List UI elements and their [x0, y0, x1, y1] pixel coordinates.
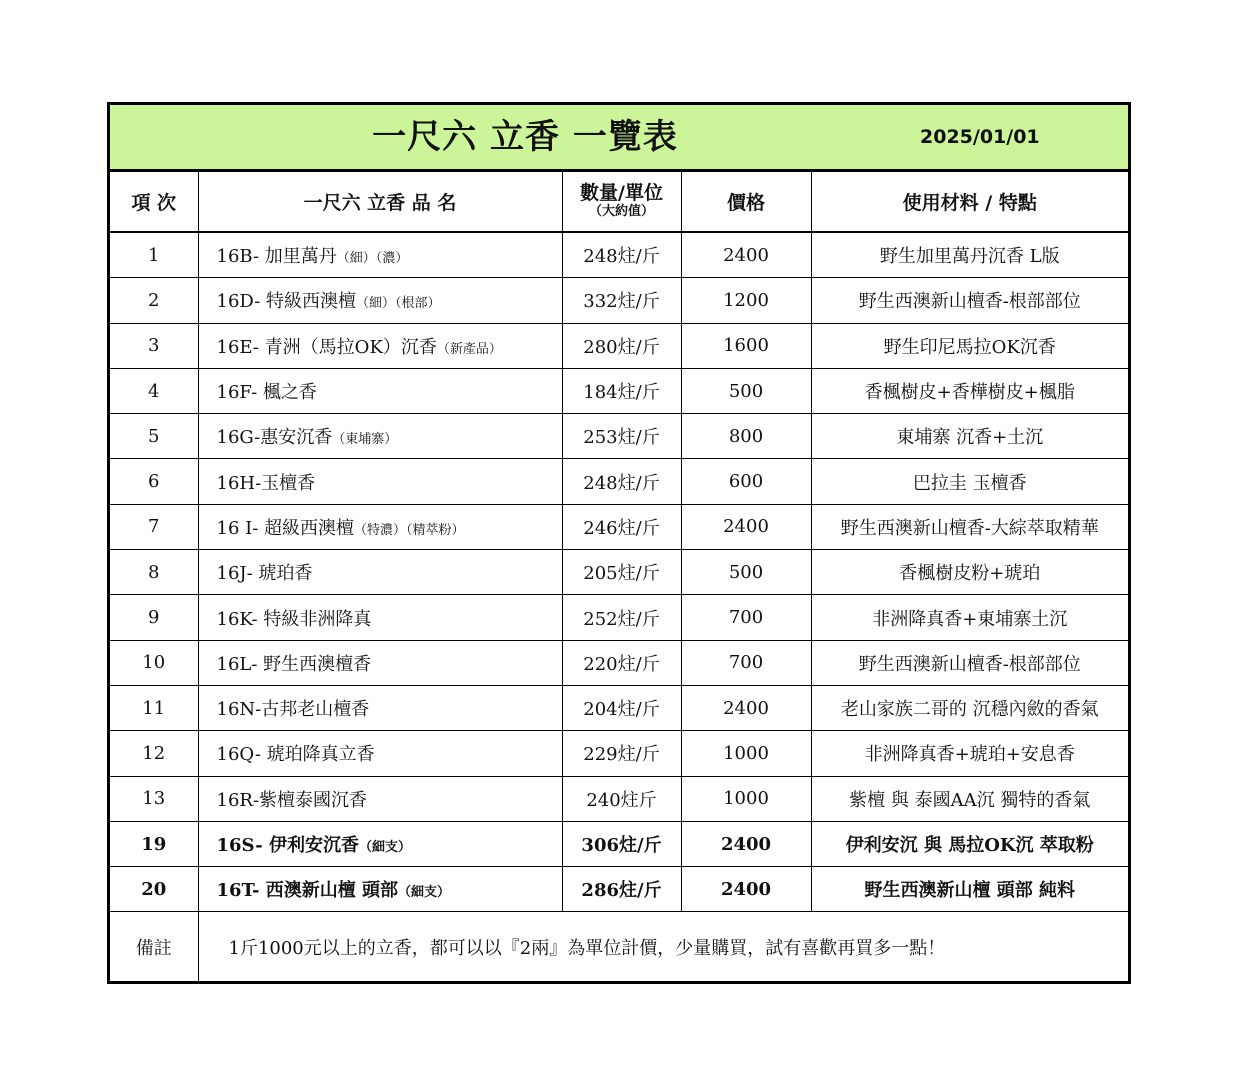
row-price [681, 414, 811, 459]
row-material [811, 414, 1128, 459]
row-name [198, 821, 562, 866]
header-qty-note: （大約值） [588, 203, 654, 219]
table-row [110, 232, 1128, 278]
row-qty-text: 184炷/斤 [583, 382, 660, 404]
row-material-text: 伊利安沉 與 馬拉OK沉 萃取粉 [845, 835, 1094, 856]
row-material [811, 368, 1128, 413]
row-index [110, 504, 198, 549]
row-price-text: 2400 [723, 697, 769, 719]
row-index-text: 5 [148, 425, 160, 447]
row-index [110, 459, 198, 504]
row-index [110, 414, 198, 459]
row-name-text: 16R-紫檀泰國沉香 [216, 789, 368, 811]
table-row [110, 821, 1128, 866]
row-qty [562, 232, 681, 278]
row-material-text: 野生西澳新山檀 頭部 純料 [864, 880, 1076, 902]
row-price [681, 685, 811, 730]
row-material [811, 640, 1128, 685]
row-qty [562, 504, 681, 549]
row-index-text: 9 [148, 607, 160, 629]
row-price-text: 2400 [720, 878, 772, 900]
row-index [110, 368, 198, 413]
table-row [110, 685, 1128, 730]
row-index-text: 6 [148, 471, 160, 493]
remark-text: 1斤1000元以上的立香，都可以以『2兩』為單位計價，少量購買，試有喜歡再買多一點！ [198, 912, 1128, 983]
row-price [681, 232, 811, 278]
table-row [110, 776, 1128, 821]
row-name [198, 414, 562, 459]
row-qty-text: 248炷/斤 [583, 246, 660, 268]
row-index [110, 640, 198, 685]
row-name-text: 16T- 西澳新山檀 頭部 [216, 880, 398, 902]
price-list-sheet [107, 102, 1131, 984]
row-qty [562, 278, 681, 323]
row-index-text: 4 [148, 380, 160, 402]
row-price-text: 1000 [723, 742, 769, 764]
row-name-text: 16F- 楓之香 [216, 382, 317, 404]
row-qty-text: 229炷/斤 [583, 744, 660, 766]
row-price-text: 1000 [723, 788, 769, 810]
row-index [110, 685, 198, 730]
row-material-text: 野生印尼馬拉OK沉香 [883, 336, 1056, 358]
row-index [110, 550, 198, 595]
row-qty-text: 252炷/斤 [583, 608, 660, 630]
row-name-text: 16G-惠安沉香 [216, 427, 333, 449]
row-qty [562, 821, 681, 866]
table-row [110, 278, 1128, 323]
row-price [681, 323, 811, 368]
row-name [198, 595, 562, 640]
row-name-text: 16J- 琥珀香 [216, 563, 313, 585]
row-material [811, 232, 1128, 278]
row-price [681, 640, 811, 685]
row-material-text: 野生西澳新山檀香-大綜萃取精華 [840, 517, 1099, 539]
row-qty [562, 731, 681, 776]
row-price [681, 504, 811, 549]
row-qty [562, 867, 681, 912]
row-qty [562, 640, 681, 685]
row-name-text: 16H-玉檀香 [216, 472, 316, 494]
row-qty [562, 459, 681, 504]
header-row [110, 172, 1128, 233]
row-price [681, 867, 811, 912]
header-index: 項 次 [110, 172, 198, 233]
row-index-text: 12 [142, 742, 166, 764]
row-price-text: 500 [728, 380, 764, 402]
row-qty-text: 286炷/斤 [581, 880, 662, 902]
row-index-text: 13 [142, 788, 166, 810]
row-qty-text: 280炷/斤 [583, 336, 660, 358]
row-index [110, 323, 198, 368]
row-price-text: 2400 [720, 833, 772, 855]
row-material [811, 278, 1128, 323]
row-price-text: 500 [728, 561, 764, 583]
row-name-note: （細支） [358, 840, 411, 855]
row-index-text: 11 [142, 697, 166, 719]
row-price [681, 776, 811, 821]
row-name [198, 459, 562, 504]
row-material [811, 595, 1128, 640]
row-qty [562, 550, 681, 595]
row-material [811, 685, 1128, 730]
row-material [811, 459, 1128, 504]
table-row [110, 414, 1128, 459]
row-material-text: 紫檀 與 泰國AA沉 獨特的香氣 [849, 789, 1091, 811]
price-table [110, 171, 1128, 982]
row-name-text: 16D- 特級西澳檀 [216, 291, 356, 313]
row-qty-text: 240炷斤 [586, 789, 657, 811]
row-qty-text: 246炷/斤 [583, 517, 660, 539]
table-row [110, 731, 1128, 776]
row-price [681, 821, 811, 866]
row-price-text: 700 [728, 652, 764, 674]
row-index-text: 1 [148, 244, 160, 266]
row-name [198, 232, 562, 278]
row-material [811, 821, 1128, 866]
row-price-text: 2400 [723, 244, 769, 266]
row-qty [562, 368, 681, 413]
row-price [681, 595, 811, 640]
row-index [110, 821, 198, 866]
row-name [198, 867, 562, 912]
row-material-text: 老山家族二哥的 沉穩內斂的香氣 [840, 699, 1099, 721]
row-name [198, 504, 562, 549]
row-qty-text: 205炷/斤 [583, 563, 660, 585]
row-name [198, 640, 562, 685]
row-name-text: 16N-古邦老山檀香 [216, 699, 370, 721]
row-qty-text: 253炷/斤 [583, 427, 660, 449]
row-index [110, 776, 198, 821]
row-index-text: 7 [148, 516, 160, 538]
row-material-text: 香楓樹皮+香樺樹皮+楓脂 [864, 382, 1075, 404]
row-price-text: 600 [728, 471, 764, 493]
row-index-text: 20 [141, 878, 167, 900]
row-name-text: 16Q- 琥珀降真立香 [216, 744, 375, 766]
table-row [110, 550, 1128, 595]
row-qty [562, 776, 681, 821]
row-index-text: 10 [142, 652, 166, 674]
date-label: 2025/01/01 [920, 126, 1040, 148]
row-name [198, 731, 562, 776]
row-price-text: 800 [728, 425, 764, 447]
remark-row [110, 912, 1128, 983]
row-name-text: 16K- 特級非洲降真 [216, 608, 372, 630]
row-name-note: （細）（濃） [336, 251, 409, 267]
row-index [110, 278, 198, 323]
row-price-text: 700 [728, 607, 764, 629]
header-material: 使用材料 / 特點 [811, 172, 1128, 233]
table-row [110, 595, 1128, 640]
row-qty [562, 323, 681, 368]
table-row [110, 867, 1128, 912]
row-name-text: 16L- 野生西澳檀香 [216, 653, 372, 675]
row-price [681, 731, 811, 776]
page-title: 一尺六 立香 一覽表 [372, 117, 678, 157]
row-qty-text: 204炷/斤 [583, 699, 660, 721]
table-row [110, 459, 1128, 504]
table-row [110, 640, 1128, 685]
table-row [110, 504, 1128, 549]
row-material [811, 504, 1128, 549]
header-price: 價格 [681, 172, 811, 233]
row-name-text: 16S- 伊利安沉香 [216, 835, 359, 856]
row-name-text: 16B- 加里萬丹 [216, 246, 337, 268]
remark-label: 備註 [110, 912, 198, 983]
row-material-text: 非洲降真香+東埔寨土沉 [872, 608, 1068, 630]
row-material [811, 731, 1128, 776]
row-qty [562, 414, 681, 459]
row-price [681, 278, 811, 323]
row-material-text: 巴拉圭 玉檀香 [912, 472, 1027, 494]
row-qty [562, 685, 681, 730]
row-name-text: 16 I- 超級西澳檀 [216, 517, 355, 539]
row-material [811, 550, 1128, 595]
table-row [110, 368, 1128, 413]
row-price [681, 550, 811, 595]
row-material-text: 野生西澳新山檀香-根部部位 [858, 653, 1081, 675]
row-price [681, 368, 811, 413]
row-name [198, 550, 562, 595]
row-price [681, 459, 811, 504]
row-name-note: （細）（根部） [355, 296, 441, 312]
row-index [110, 731, 198, 776]
row-index [110, 867, 198, 912]
row-qty [562, 595, 681, 640]
row-name-note: （東埔寨） [332, 432, 398, 448]
header-qty-label: 數量/單位 [580, 182, 663, 205]
row-material [811, 323, 1128, 368]
row-index-text: 2 [148, 289, 160, 311]
row-name [198, 685, 562, 730]
row-material-text: 野生加里萬丹沉香 L版 [879, 246, 1060, 268]
row-index [110, 232, 198, 278]
row-price-text: 1200 [723, 289, 769, 311]
table-row [110, 323, 1128, 368]
header-qty [562, 172, 681, 233]
row-material-text: 香楓樹皮粉+琥珀 [899, 563, 1041, 585]
row-index-text: 19 [141, 833, 167, 855]
row-index [110, 595, 198, 640]
row-price-text: 1600 [723, 335, 769, 357]
row-material-text: 野生西澳新山檀香-根部部位 [858, 291, 1081, 313]
row-name-text: 16E- 青洲（馬拉OK）沉香 [216, 336, 437, 358]
header-name: 一尺六 立香 品 名 [198, 172, 562, 233]
row-qty-text: 248炷/斤 [583, 472, 660, 494]
row-material-text: 東埔寨 沉香+土沉 [896, 427, 1044, 449]
row-name-note: （細支） [397, 885, 450, 901]
row-qty-text: 306炷/斤 [581, 835, 662, 856]
row-qty-text: 220炷/斤 [583, 653, 660, 675]
row-material-text: 非洲降真香+琥珀+安息香 [864, 744, 1075, 766]
row-name [198, 776, 562, 821]
row-qty-text: 332炷/斤 [583, 291, 660, 313]
row-material [811, 867, 1128, 912]
row-name-note: （新產品） [436, 341, 502, 357]
row-index-text: 8 [148, 561, 160, 583]
row-name [198, 278, 562, 323]
row-material [811, 776, 1128, 821]
row-index-text: 3 [148, 335, 160, 357]
row-name [198, 323, 562, 368]
row-name [198, 368, 562, 413]
row-name-note: （特濃）（精萃粉） [354, 522, 465, 538]
title-bar [110, 105, 1128, 171]
row-price-text: 2400 [723, 516, 769, 538]
